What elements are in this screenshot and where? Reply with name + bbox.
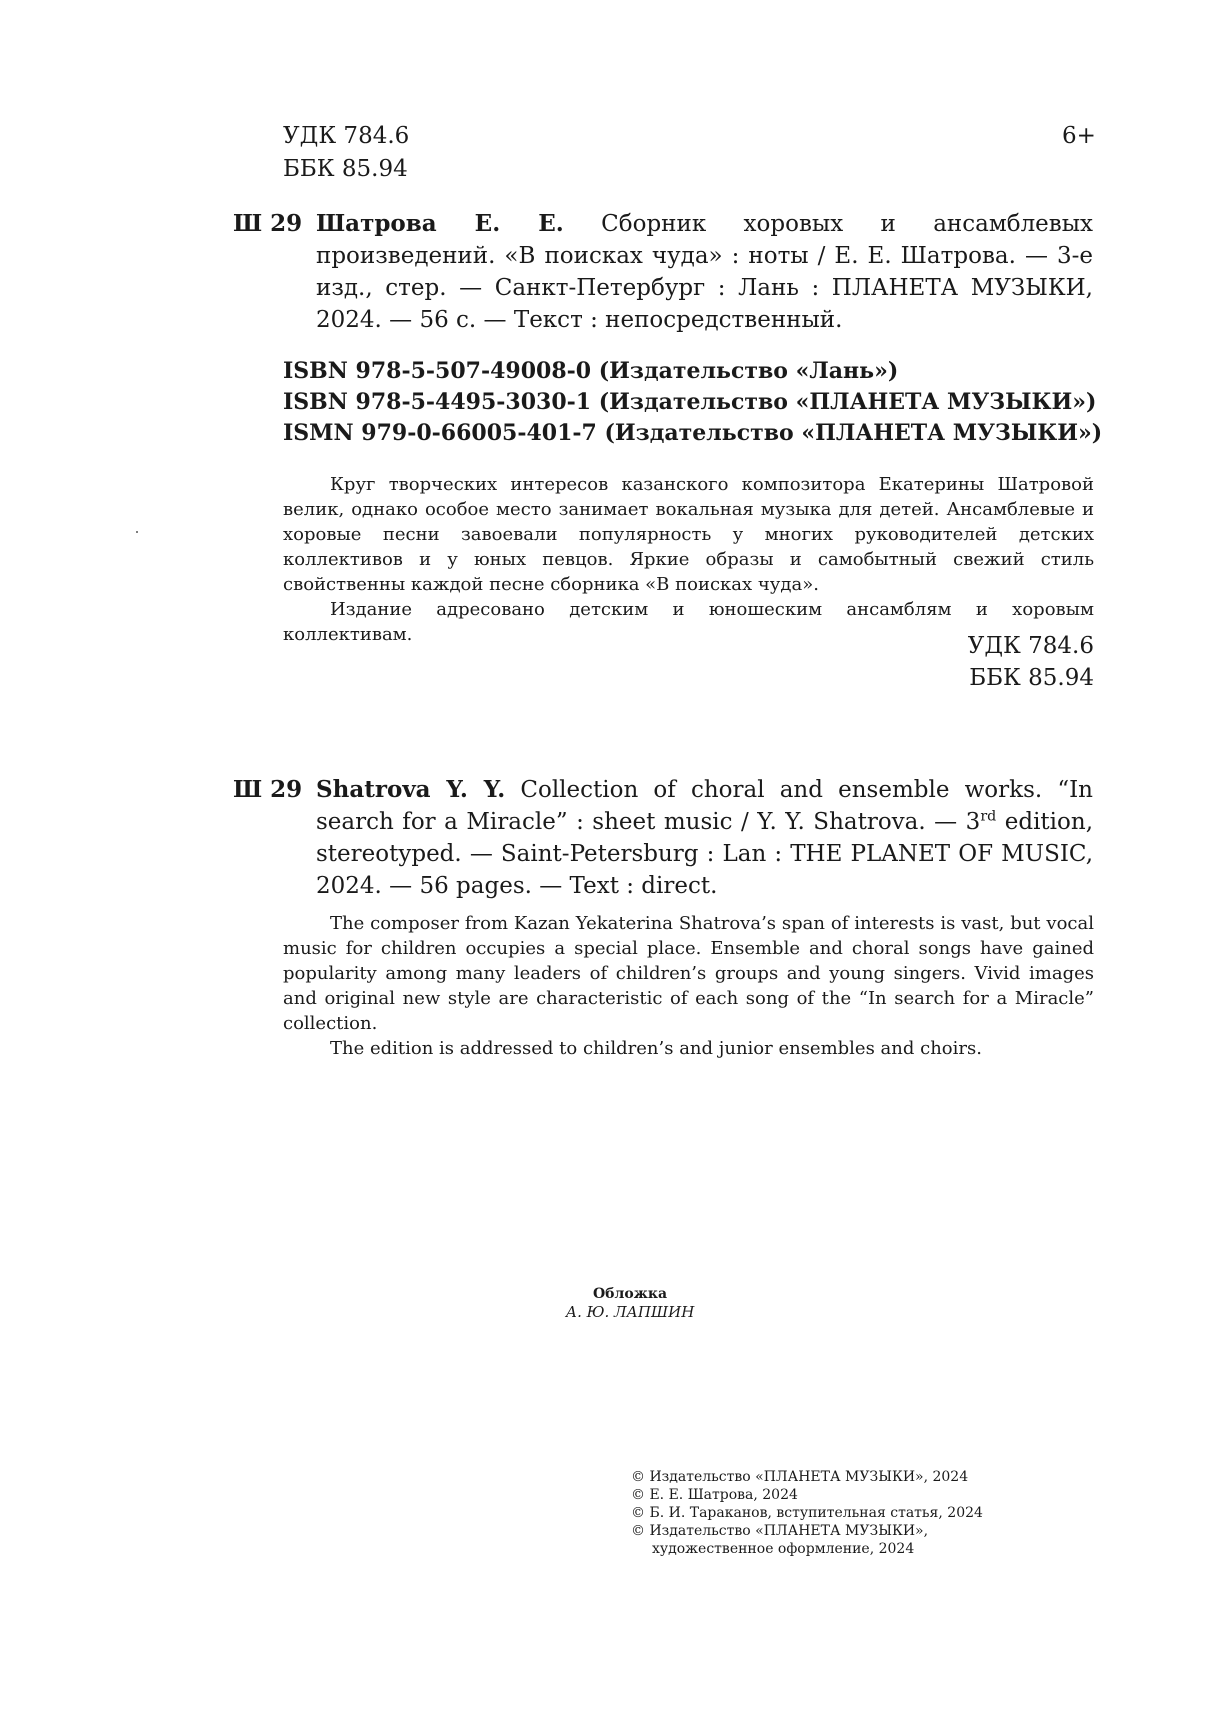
stray-mark	[136, 531, 138, 533]
bibliographic-entry-en	[233, 774, 1093, 902]
bbk-code: ББК 85.94	[969, 665, 1094, 691]
cover-designer: А. Ю. ЛАПШИН	[565, 1303, 695, 1321]
bibliographic-entry-ru	[233, 208, 1093, 336]
isbn-line: ISBN 978-5-507-49008-0 (Издательство «Лань»)	[283, 358, 899, 384]
copyright-block	[631, 1468, 983, 1558]
annotation-ru	[283, 472, 1094, 647]
copyright-line: © Е. Е. Шатрова, 2024	[631, 1487, 798, 1503]
copyright-line: © Издательство «ПЛАНЕТА МУЗЫКИ», 2024	[631, 1469, 969, 1485]
copyright-line: © Б. И. Тараканов, вступительная статья, 2024	[631, 1505, 983, 1521]
isbn-list	[283, 356, 1102, 449]
copyright-line: © Издательство «ПЛАНЕТА МУЗЫКИ»,	[631, 1523, 929, 1539]
author-mark: Ш 29	[233, 210, 303, 237]
cover-label: Обложка	[592, 1286, 668, 1302]
udk-code: УДК 784.6	[967, 633, 1094, 659]
annotation-paragraph: The edition is addressed to children’s and junior ensembles and choirs.	[330, 1038, 982, 1059]
annotation-paragraph: The composer from Kazan Yekaterina Shatrova’s span of interests is vast, but vocal music for children occupies a special place. Ensemble and choral songs have gained popularity among many leaders of children’s groups and young singers. Vivid images and original new style are characteristic of each song of the “In search for a Miracle” collection.	[283, 913, 1094, 1034]
classification-codes-top	[283, 120, 409, 186]
ismn-line: ISMN 979-0-66005-401-7 (Издательство «ПЛАНЕТА МУЗЫКИ»)	[283, 420, 1103, 446]
author-name: Shatrova Y. Y.	[316, 776, 506, 803]
isbn-line: ISBN 978-5-4495-3030-1 (Издательство «ПЛАНЕТА МУЗЫКИ»)	[283, 389, 1097, 415]
entry-body	[316, 208, 1093, 336]
annotation-en	[283, 911, 1094, 1061]
bbk-code: ББК 85.94	[283, 156, 408, 182]
entry-text: Сборник хоровых и ансамблевых произведений. «В поисках чуда» : ноты / Е. Е. Шатрова. — 3-е изд., стер. — Санкт-Петербург : Лань : ПЛАНЕТА МУЗЫКИ, 2024. — 56 с. — Текст : непосредственный.	[316, 211, 1094, 333]
annotation-paragraph: Круг творческих интересов казанского композитора Екатерины Шатровой велик, однако особое место занимает вокальная музыка для детей. Ансамблевые и хоровые песни завоевали популярность у многих руководителей детских коллективов и у юных певцов. Яркие образы и самобытный свежий стиль свойственны каждой песне сборника «В поисках чуда».	[283, 474, 1094, 595]
cover-credit	[480, 1285, 780, 1321]
author-name: Шатрова Е. Е.	[316, 210, 564, 237]
age-rating: 6+	[1062, 123, 1096, 149]
annotation-paragraph: Издание адресовано детским и юношеским ансамблям и хоровым коллективам.	[283, 599, 1094, 645]
entry-text: Collection of choral and ensemble works. “In search for a Miracle” : sheet music / Y. Y. Shatrova. — 3	[316, 777, 1093, 835]
ordinal-suffix: rd	[980, 808, 997, 825]
author-mark: Ш 29	[233, 776, 303, 803]
entry-body	[316, 774, 1093, 902]
entry-text: edition, stereotyped. — Saint-Petersburg : Lan : THE PLANET OF MUSIC, 2024. — 56 pages. — Text : direct.	[316, 809, 1094, 899]
classification-codes-right	[900, 630, 1094, 694]
copyright-line: художественное оформление, 2024	[652, 1541, 915, 1557]
udk-code: УДК 784.6	[283, 123, 410, 149]
